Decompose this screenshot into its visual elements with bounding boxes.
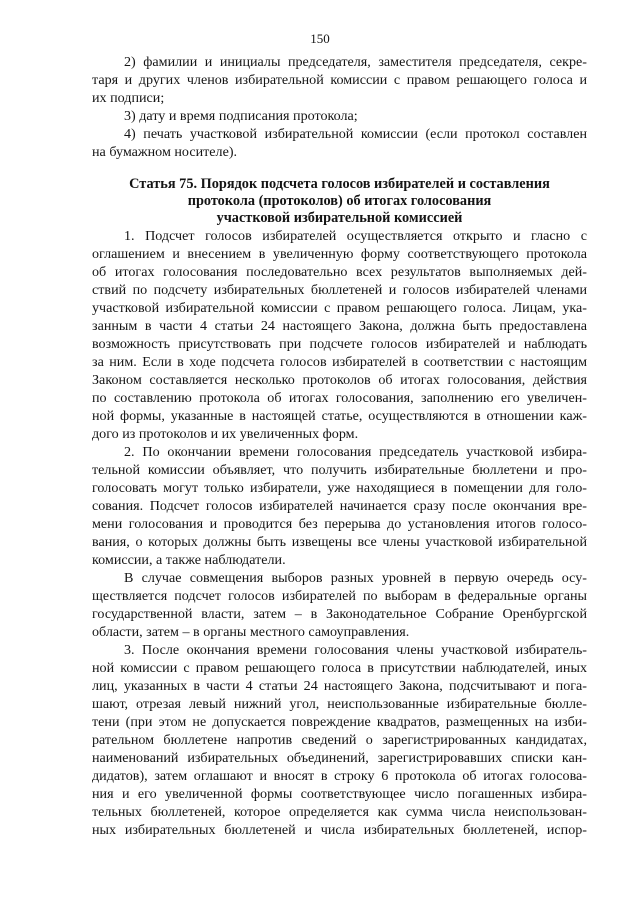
- text-line: по составлению протокола об итогах голосования, заполнению его увеличен-: [92, 390, 587, 406]
- article-title-line: протокола (протоколов) об итогах голосования: [187, 193, 492, 209]
- text-line: комиссии, а также наблюдатели.: [92, 552, 286, 568]
- intro-line: 3) дату и время подписания протокола;: [124, 108, 358, 124]
- text-line: ной комиссии с правом решающего голоса в присутствии наблюдателей, иных: [92, 660, 587, 676]
- text-line: шают, отрезая левый нижний угол, неиспользованные избирательные бюлле-: [92, 696, 587, 712]
- text-line: области, затем – в органы местного самоуправления.: [92, 624, 410, 640]
- text-line: рательном бюллетене напротив сведений о зарегистрированных кандидатах,: [92, 732, 587, 748]
- text-line: участковой избирательной комиссии с правом решающего голоса. Лицам, ука-: [92, 300, 587, 316]
- text-line: за ним. Если в ходе подсчета голосов избирателей в соответствии с настоящим: [92, 354, 587, 370]
- text-line: дого из протоколов и их увеличенных форм.: [92, 426, 359, 442]
- intro-line: их подписи;: [92, 90, 165, 106]
- text-line: занным в части 4 статьи 24 настоящего Закона, должна быть предоставлена: [92, 318, 587, 334]
- intro-list: [92, 53, 587, 161]
- text-line: 1. Подсчет голосов избирателей осуществляется открыто и гласно с: [124, 228, 587, 244]
- text-line: ной формы, указанные в настоящей статье, осуществляются в отношении каж-: [92, 408, 587, 424]
- text-line: 3. После окончания времени голосования члены участковой избиратель-: [124, 642, 587, 658]
- text-line: тельных бюллетеней, которое определяется как сумма числа неиспользован-: [92, 804, 587, 820]
- intro-line: 4) печать участковой избирательной комиссии (если протокол составлен: [124, 126, 587, 142]
- text-line: ных избирательных бюллетеней и числа избирательных бюллетеней, испор-: [92, 822, 587, 838]
- text-line: В случае совмещения выборов разных уровней в первую очередь осу-: [124, 570, 587, 586]
- text-line: Законом составляется несколько протоколов об итогах голосования, действия: [92, 372, 587, 388]
- text-line: мени голосования и проводится без перерыва до установления итогов голосо-: [92, 516, 587, 532]
- text-line: 2. По окончании времени голосования председатель участковой избира-: [124, 444, 587, 460]
- text-line: ствий по подсчету избирательных бюллетеней и голосов избирателей членами: [92, 282, 587, 298]
- text-line: тени (при этом не допускается повреждение квадратов, размещенных на изби-: [92, 714, 587, 730]
- intro-line: на бумажном носителе).: [92, 144, 238, 160]
- text-line: тельной комиссии объявляет, что получить избирательные бюллетени и про-: [92, 462, 587, 478]
- text-line: ществляется подсчет голосов избирателей по выборам в федеральные органы: [92, 588, 587, 604]
- text-line: лиц, указанных в части 4 статьи 24 настоящего Закона, подсчитывают и пога-: [92, 678, 587, 694]
- intro-line: таря и других членов избирательной комиссии с правом решающего голоса и: [92, 72, 587, 88]
- article-title: [92, 176, 587, 227]
- text-line: вания, о которых должны быть извещены все члены участковой избирательной: [92, 534, 587, 550]
- text-line: об итогах голосования последовательно всех результатов выполняемых дей-: [92, 264, 587, 280]
- article-title-line: Статья 75. Порядок подсчета голосов избирателей и составления: [129, 176, 550, 192]
- text-line: возможность присутствовать при подсчете голосов избирателей и наблюдать: [92, 336, 587, 352]
- article-body: [92, 227, 587, 839]
- text-line: ния и его увеличенной формы соответствующее число погашенных избира-: [92, 786, 587, 802]
- text-line: наименований избирательных объединений, зарегистрировавших списки кан-: [92, 750, 587, 766]
- text-line: сования. Подсчет голосов избирателей начинается сразу после окончания вре-: [92, 498, 587, 514]
- text-line: дидатов), затем оглашают и вносят в строку 6 протокола об итогах голосова-: [92, 768, 587, 784]
- text-line: голосовать могут только избиратели, уже находящиеся в помещении для голо-: [92, 480, 587, 496]
- article-title-line: участковой избирательной комиссией: [216, 210, 463, 226]
- text-line: оглашением и внесением в увеличенную форму соответствующего протокола: [92, 246, 587, 262]
- intro-line: 2) фамилии и инициалы председателя, заместителя председателя, секре-: [124, 54, 587, 70]
- page-number: 150: [310, 31, 330, 46]
- text-line: государственной власти, затем – в Законодательное Собрание Оренбургской: [92, 606, 587, 622]
